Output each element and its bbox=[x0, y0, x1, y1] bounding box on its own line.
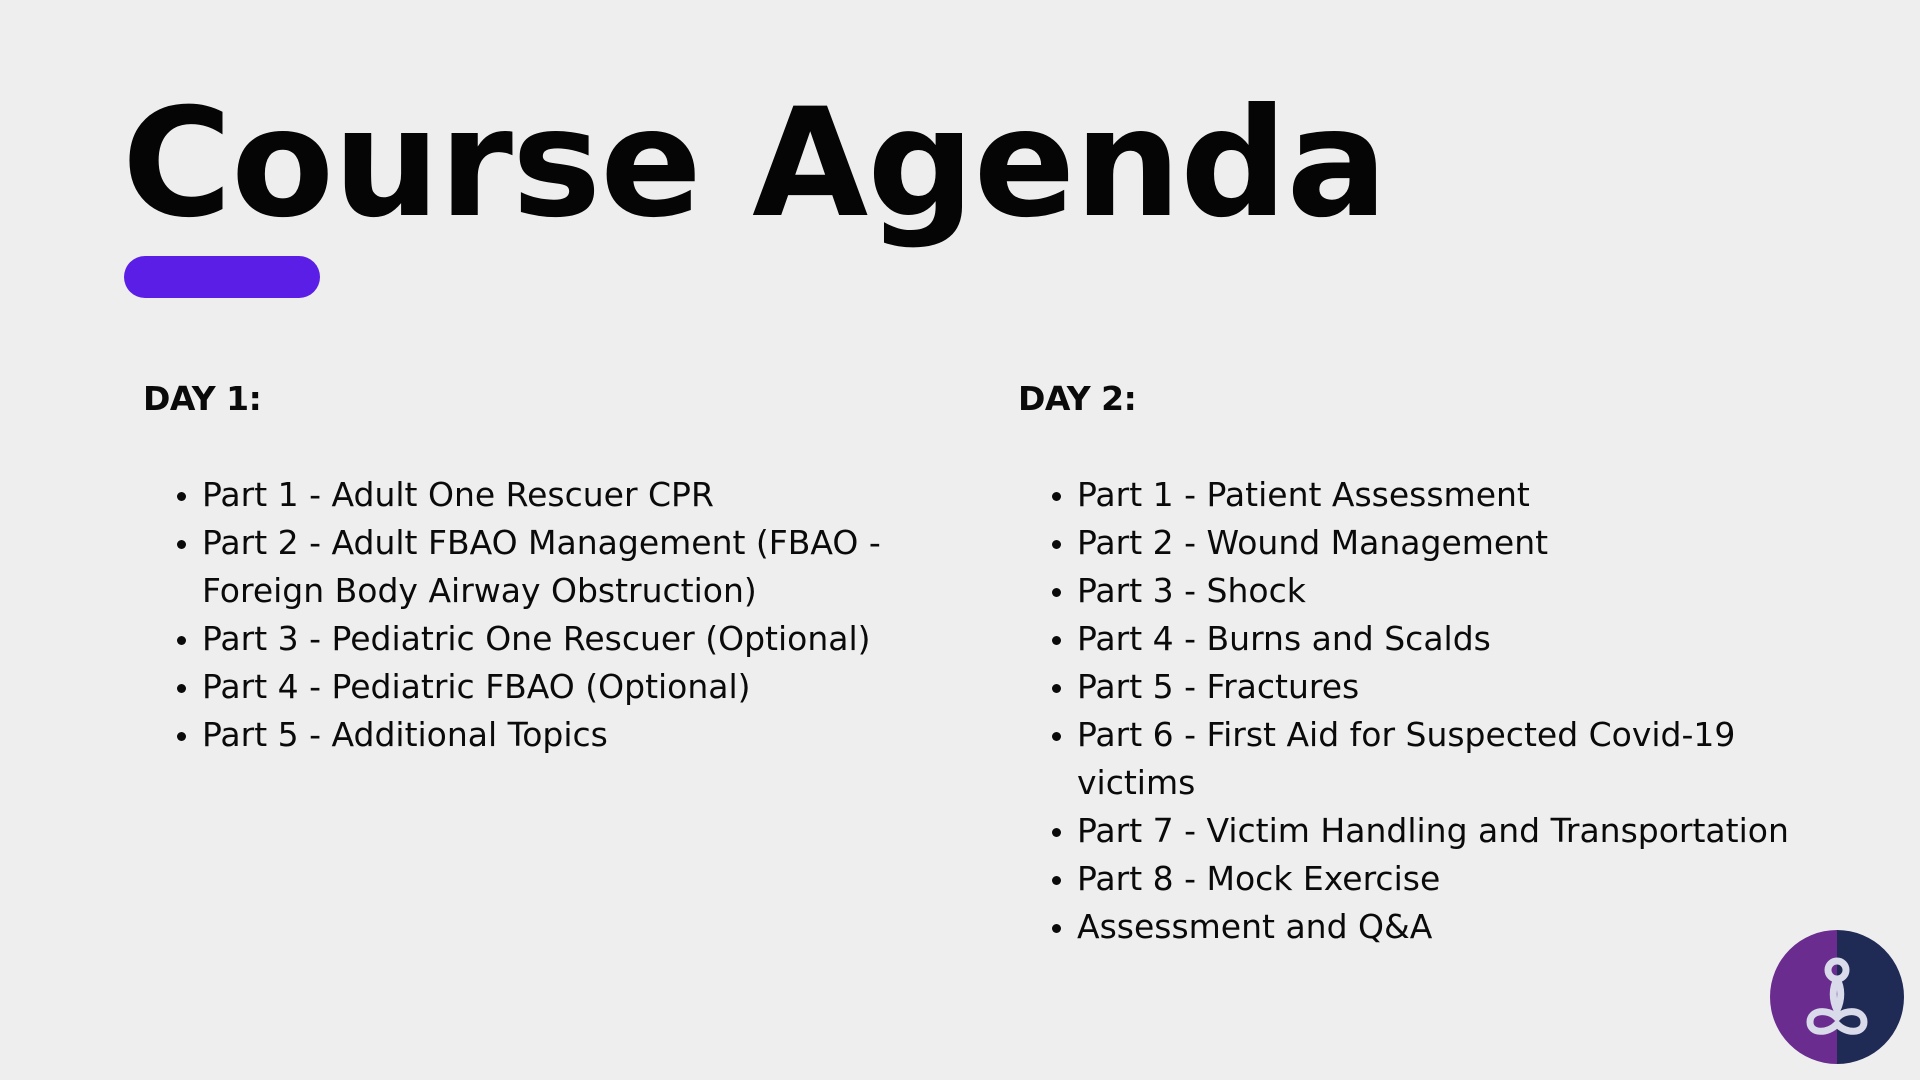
list-item: • Part 3 - Pediatric One Rescuer (Optional) bbox=[202, 615, 923, 663]
list-item: • Part 4 - Pediatric FBAO (Optional) bbox=[202, 663, 923, 711]
figure-infinity-logo-icon bbox=[1770, 930, 1904, 1064]
list-item: • Part 2 - Wound Management bbox=[1077, 519, 1818, 567]
list-item: • Part 5 - Additional Topics bbox=[202, 711, 923, 759]
list-item: • Part 5 - Fractures bbox=[1077, 663, 1818, 711]
list-item: • Part 4 - Burns and Scalds bbox=[1077, 615, 1818, 663]
list-item: • Part 2 - Adult FBAO Management (FBAO - Foreign Body Airway Obstruction) bbox=[202, 519, 923, 615]
list-item: • Part 1 - Patient Assessment bbox=[1077, 471, 1818, 519]
day-1-heading: DAY 1: bbox=[143, 379, 262, 418]
day-1-section bbox=[143, 375, 923, 759]
list-item: • Part 3 - Shock bbox=[1077, 567, 1818, 615]
day-2-heading: DAY 2: bbox=[1018, 379, 1137, 418]
day-2-agenda-list bbox=[1018, 471, 1818, 951]
day-1-agenda-list bbox=[143, 471, 923, 759]
page-title: Course Agenda bbox=[122, 77, 1387, 251]
list-item: • Assessment and Q&A bbox=[1077, 903, 1818, 951]
list-item: • Part 8 - Mock Exercise bbox=[1077, 855, 1818, 903]
list-item: • Part 1 - Adult One Rescuer CPR bbox=[202, 471, 923, 519]
title-underline-accent bbox=[124, 256, 320, 298]
list-item: • Part 6 - First Aid for Suspected Covid-19 victims bbox=[1077, 711, 1818, 807]
list-item: • Part 7 - Victim Handling and Transportation bbox=[1077, 807, 1818, 855]
brand-logo bbox=[1770, 930, 1904, 1064]
day-2-section bbox=[1018, 375, 1818, 951]
